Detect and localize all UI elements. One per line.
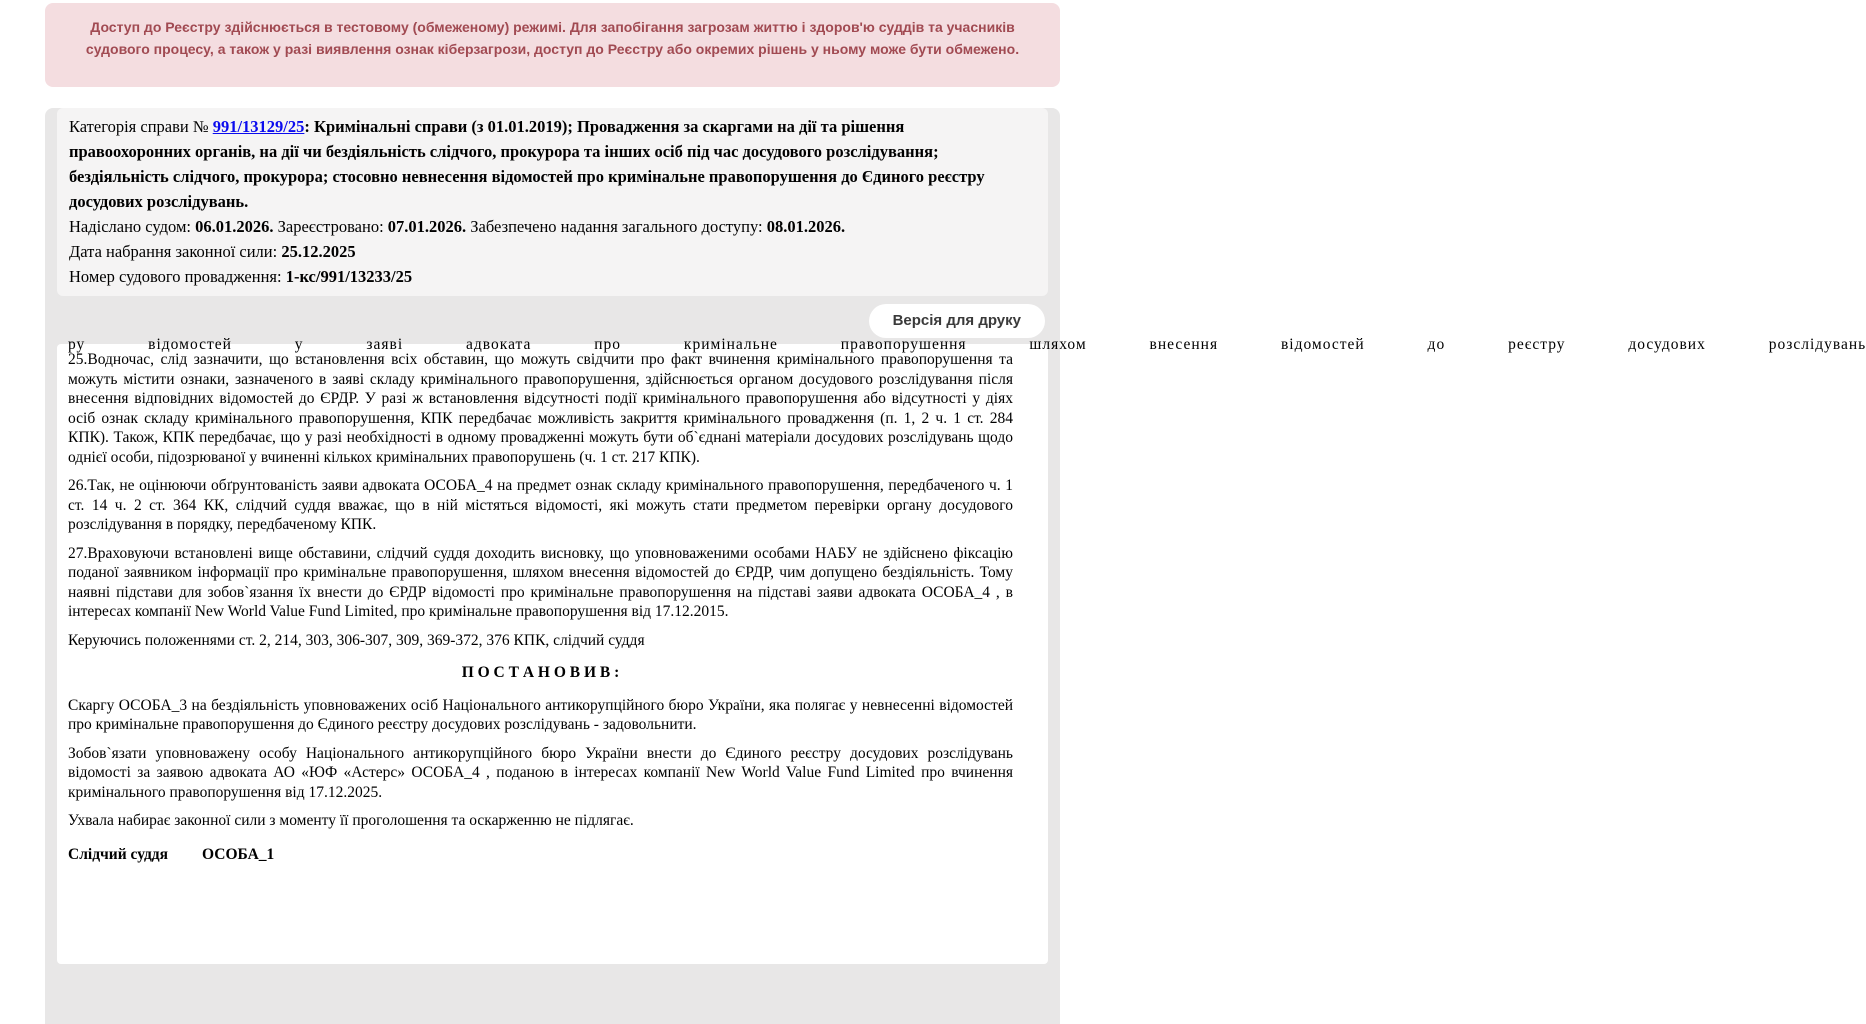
case-container — [45, 108, 1866, 1024]
registered-date: 07.01.2026. — [387, 217, 467, 236]
case-metadata-box — [57, 108, 1048, 296]
document-paragraph: 25.Водночас, слід зазначити, що встановлення всіх обставин, що можуть свідчити про факт вчинення кримінального правопорушення та можуть містити ознаки, зазначеного в заяві складу кримінального правопорушення, здійснюється органом досудового розслідування після внесення відповідних відомостей до ЄРДР. У разі ж встановлення відсутності події кримінального правопорушення або відсутності у діях осіб ознак складу кримінального правопорушення, КПК передбачає можливість закриття кримінального провадження (п. 1, 2 ч. 1 ст. 284 КПК). Також, КПК передбачає, що у разі необхідності в одному провадженні можуть бути об`єднані матеріали досудових розслідувань щодо однієї особи, підозрюваної у вчиненні кількох кримінальних правопорушень (ч. 1 ст. 217 КПК). — [68, 351, 1013, 466]
case-dates-line — [69, 214, 1030, 239]
judge-signature-name: ОСОБА_1 — [202, 845, 275, 863]
sent-by-court-date: 06.01.2026. — [195, 217, 274, 236]
document-paragraph: Керуючись положеннями ст. 2, 214, 303, 306-307, 309, 369-372, 376 КПК, слідчий суддя — [68, 631, 645, 649]
document-paragraph: 27.Враховуючи встановлені вище обставини, слідчий суддя доходить висновку, що уповноваженими особами НАБУ не здійснено фіксацію поданої заявником інформації про кримінальне правопорушення, шляхом внесення відомостей до ЄРДР, чим допущено бездіяльність. Тому наявні підстави для зобов`язання їх внести до ЄРДР відомості про кримінальне правопорушення на підставі заяви адвоката ОСОБА_4 , в інтересах компанії New World Value Fund Limited, про кримінальне правопорушення від 17.12.2015. — [68, 544, 1013, 620]
proceeding-number-label: Номер судового провадження: — [69, 267, 286, 286]
document-paragraph: Ухвала набирає законної сили з моменту її проголошення та оскарженню не підлягає. — [68, 812, 634, 829]
sent-by-court-label: Надіслано судом: — [69, 217, 196, 236]
page — [0, 3, 1866, 1024]
case-category-label: Категорія справи № — [69, 117, 213, 136]
document-paragraphs — [68, 350, 1013, 831]
judge-signature — [68, 845, 1013, 865]
legal-force-date: 25.12.2025 — [281, 242, 356, 261]
document-body — [57, 336, 1866, 964]
registered-label: Зареєстровано: — [273, 217, 388, 236]
legal-force-label: Дата набрання законної сили: — [69, 242, 282, 261]
document-paragraph: Зобов`язати уповноважену особу Національного антикорупційного бюро України внести до Єдиного реєстру досудових розслідувань відомості за заявою адвоката АО «ЮФ «Астерс» ОСОБА_4 , поданою в інтересах компанії New World Value Fund Limited про вчинення кримінального правопорушення від 17.12.2025. — [68, 744, 1013, 801]
public-access-date: 08.01.2026. — [766, 217, 846, 236]
proceeding-number: 1-кс/991/13233/25 — [285, 267, 413, 286]
resolution-heading: П О С Т А Н О В И В : — [461, 664, 620, 681]
document-paragraph: 26.Так, не оцінюючи обґрунтованість заяви адвоката ОСОБА_4 на предмет ознак складу кримінального правопорушення, передбаченого ч. 1 ст. 14 ч. 2 ст. 364 КК, слідчий суддя вважає, що в ній містяться відомості, які можуть стати предметом перевірки органу досудового розслідування в порядку, передбаченому КПК. — [68, 477, 1013, 533]
public-access-label: Забезпечено надання загального доступу: — [466, 217, 767, 236]
case-category-line — [69, 114, 1030, 214]
print-version-button[interactable]: Версія для друку — [869, 304, 1045, 338]
case-number-link[interactable]: 991/13129/25 — [212, 117, 305, 136]
legal-force-line — [69, 239, 1030, 264]
access-warning-text: Доступ до Реєстру здійснюється в тестовому (обмеженому) режимі. Для запобігання загрозам життю і здоров'ю суддів та учасників судового процесу, а також у разі виявлення ознак кіберзагрози, доступ до Реєстру або окремих рішень у ньому може бути обмежено. — [85, 19, 1020, 57]
judge-signature-label: Слідчий суддя — [68, 845, 169, 863]
access-warning-banner — [45, 3, 1060, 87]
proceeding-number-line — [69, 264, 1030, 289]
case-category-text: : Кримінальні справи (з 01.01.2019); Провадження за скаргами на дії та рішення правоохоронних органів, на дії чи бездіяльність слідчого, прокурора та інших осіб під час досудового розслідування; бездіяльність слідчого, прокурора; стосовно невнесення відомостей про кримінальне правопорушення до Єдиного реєстру досудових розслідувань. — [69, 117, 985, 211]
clipped-text-line: ру відомостей у заяві адвоката про кримінальне правопорушення шляхом внесення відомостей до реєстру досудових розслідувань — [68, 336, 1866, 353]
document-paragraph: Скаргу ОСОБА_3 на бездіяльність уповноважених осіб Національного антикорупційного бюро України, яка полягає у невнесенні відомостей про кримінальне правопорушення до Єдиного реєстру досудових розслідувань - задовольнити. — [68, 696, 1013, 733]
